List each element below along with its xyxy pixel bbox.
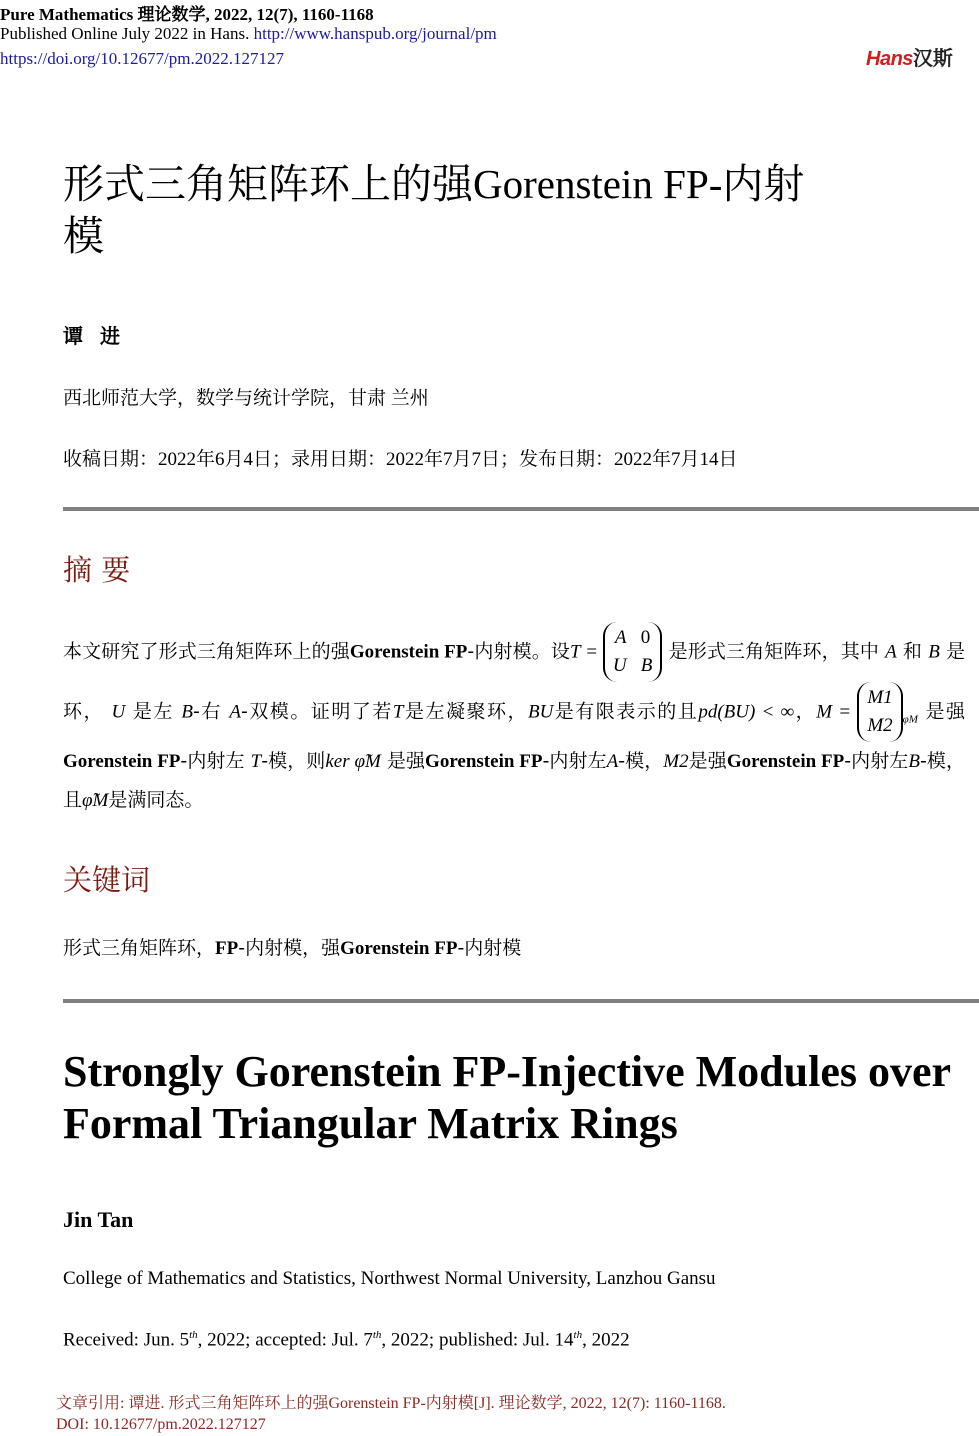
matrix-cell: U [612, 655, 627, 676]
dates-chinese: 收稿日期：2022年6月4日；录用日期：2022年7月7日；发布日期：2022年7月14日 [63, 449, 738, 470]
abstract-text: 是环， [63, 640, 965, 723]
matrix-cell: M2 [867, 715, 893, 736]
matrix-cell: B [640, 655, 653, 676]
matrix-cell: A [614, 627, 627, 648]
affiliation-english: College of Mathematics and Statistics, Northwest Normal University, Lanzhou Gansu [63, 1268, 716, 1289]
matrix-T [603, 622, 663, 682]
math-symbol: T [392, 701, 404, 723]
math-symbol: B [928, 641, 940, 663]
math-symbol: A [229, 701, 241, 723]
math-symbol: A [885, 641, 897, 663]
citation-doi[interactable]: DOI: 10.12677/pm.2022.127127 [56, 1416, 266, 1433]
keyword: 形式三角矩阵环， [63, 937, 216, 959]
math-symbol: M [816, 701, 833, 723]
published-prefix: Published Online July 2022 in Hans. [0, 24, 254, 43]
abstract-text: -模， [618, 750, 664, 772]
date-accepted: , 2022; accepted: Jul. 7 [197, 1329, 373, 1351]
matrix-M [857, 682, 902, 742]
date-published: , 2022; published: Jul. 14 [381, 1329, 574, 1351]
math-symbol: T [570, 641, 581, 663]
abstract-text: -内射左 [180, 750, 251, 772]
keyword: Gorenstein FP [340, 938, 458, 959]
abstract-text: 是有限表示的且 [553, 700, 699, 723]
divider [63, 507, 979, 511]
abstract-text: 是左 [125, 700, 182, 723]
journal-link[interactable]: http://www.hanspub.org/journal/pm [253, 24, 497, 43]
citation-line: 文章引用: 谭进. 形式三角矩阵环上的强Gorenstein FP-内射模[J]. 理论数学, 2022, 12(7): 1160-1168. [56, 1395, 726, 1412]
abstract-text: Gorenstein FP [726, 751, 845, 772]
abstract-text: Gorenstein FP [425, 751, 543, 772]
abstract-text: Gorenstein FP [349, 641, 468, 663]
author-chinese: 谭 进 [63, 326, 126, 348]
keyword: FP [215, 938, 239, 959]
keyword: -内射模，强 [238, 937, 341, 959]
math-symbol: T [250, 751, 262, 772]
journal-line: Pure Mathematics 理论数学, 2022, 12(7), 1160-1168 [0, 5, 374, 24]
abstract-text: 是满同态。 [108, 789, 204, 811]
math-symbol: B [908, 751, 920, 772]
math-symbol: = [580, 641, 603, 663]
math-expression: pd(BU) < ∞ [698, 701, 795, 723]
abstract-text: 是强 [917, 700, 965, 723]
doi-link[interactable]: https://doi.org/10.12677/pm.2022.127127 [0, 49, 284, 68]
citation [56, 1393, 726, 1435]
math-symbol: M2 [663, 751, 689, 772]
hans-logo [866, 42, 953, 71]
abstract-heading: 摘 要 [63, 553, 131, 587]
abstract-text: -模，则 [261, 750, 326, 772]
abstract-text: 是强 [380, 750, 426, 772]
matrix-cell: 0 [640, 627, 651, 648]
divider [63, 999, 979, 1003]
date-year: , 2022 [582, 1329, 630, 1351]
title-chinese: 形式三角矩阵环上的强Gorenstein FP-内射模 [63, 161, 805, 259]
math-symbol: B [181, 701, 193, 723]
keywords-heading: 关键词 [63, 863, 151, 897]
ordinal-suffix: th [573, 1329, 583, 1341]
abstract-text: Gorenstein FP [63, 751, 181, 772]
date-received: Received: Jun. 5 [63, 1329, 190, 1351]
abstract-text: -右 [192, 700, 230, 723]
abstract-text: -双模。证明了若 [241, 700, 393, 723]
logo-en: Hans [866, 48, 913, 70]
abstract-body: 本文研究了形式三角矩阵环上的强Gorenstein FP-内射模。设T = A 0 U B 是形式三角矩阵环，其中 A 和 B 是环， U 是左 B-右 A-双模。证明了若T是左凝聚环，BU是有限表示的且pd(BU) < ∞，M = M1 M2 $_{\varphi M}$ 是强Gorenstein FP-内射左 T-模，则ker φ̃M 是强Gorenstein FP-内射左A-模，M2是强Gorenstein FP-内射左B-模，且φ̃M是满同态。 [63, 622, 965, 820]
abstract-text: ， [794, 700, 817, 723]
abstract-text: -内射模。设 [467, 640, 570, 663]
title-english: Strongly Gorenstein FP-Injective Modules over Formal Triangular Matrix Rings [63, 1047, 951, 1148]
keyword: -内射模 [457, 937, 522, 959]
ordinal-suffix: th [372, 1329, 382, 1341]
math-symbol: U [111, 701, 126, 723]
abstract-text: 是形式三角矩阵环，其中 [662, 640, 886, 663]
abstract-text: 是强 [688, 750, 727, 772]
math-subscript: φM [902, 713, 918, 726]
ordinal-suffix: th [189, 1329, 198, 1341]
affiliation-chinese: 西北师范大学，数学与统计学院，甘肃 兰州 [63, 388, 429, 409]
math-expression: φ̃M [82, 790, 109, 811]
abstract-text: -内射左 [542, 750, 607, 772]
matrix-cell: M1 [867, 687, 893, 708]
abstract-text: -模，且 [63, 750, 965, 811]
logo-zh: 汉斯 [912, 48, 953, 70]
abstract-text: 和 [896, 640, 929, 663]
published-line [0, 24, 497, 44]
abstract-text: 是左凝聚环， [403, 700, 528, 723]
math-symbol: A [606, 751, 619, 772]
keywords-list [63, 933, 521, 960]
math-expression: ker φ̃M [325, 751, 381, 772]
abstract-text: -内射左 [844, 750, 909, 772]
abstract-text: 本文研究了形式三角矩阵环上的强 [63, 640, 350, 663]
dates-english [63, 1329, 630, 1351]
math-symbol: BU [527, 701, 554, 723]
author-english: Jin Tan [63, 1207, 134, 1232]
